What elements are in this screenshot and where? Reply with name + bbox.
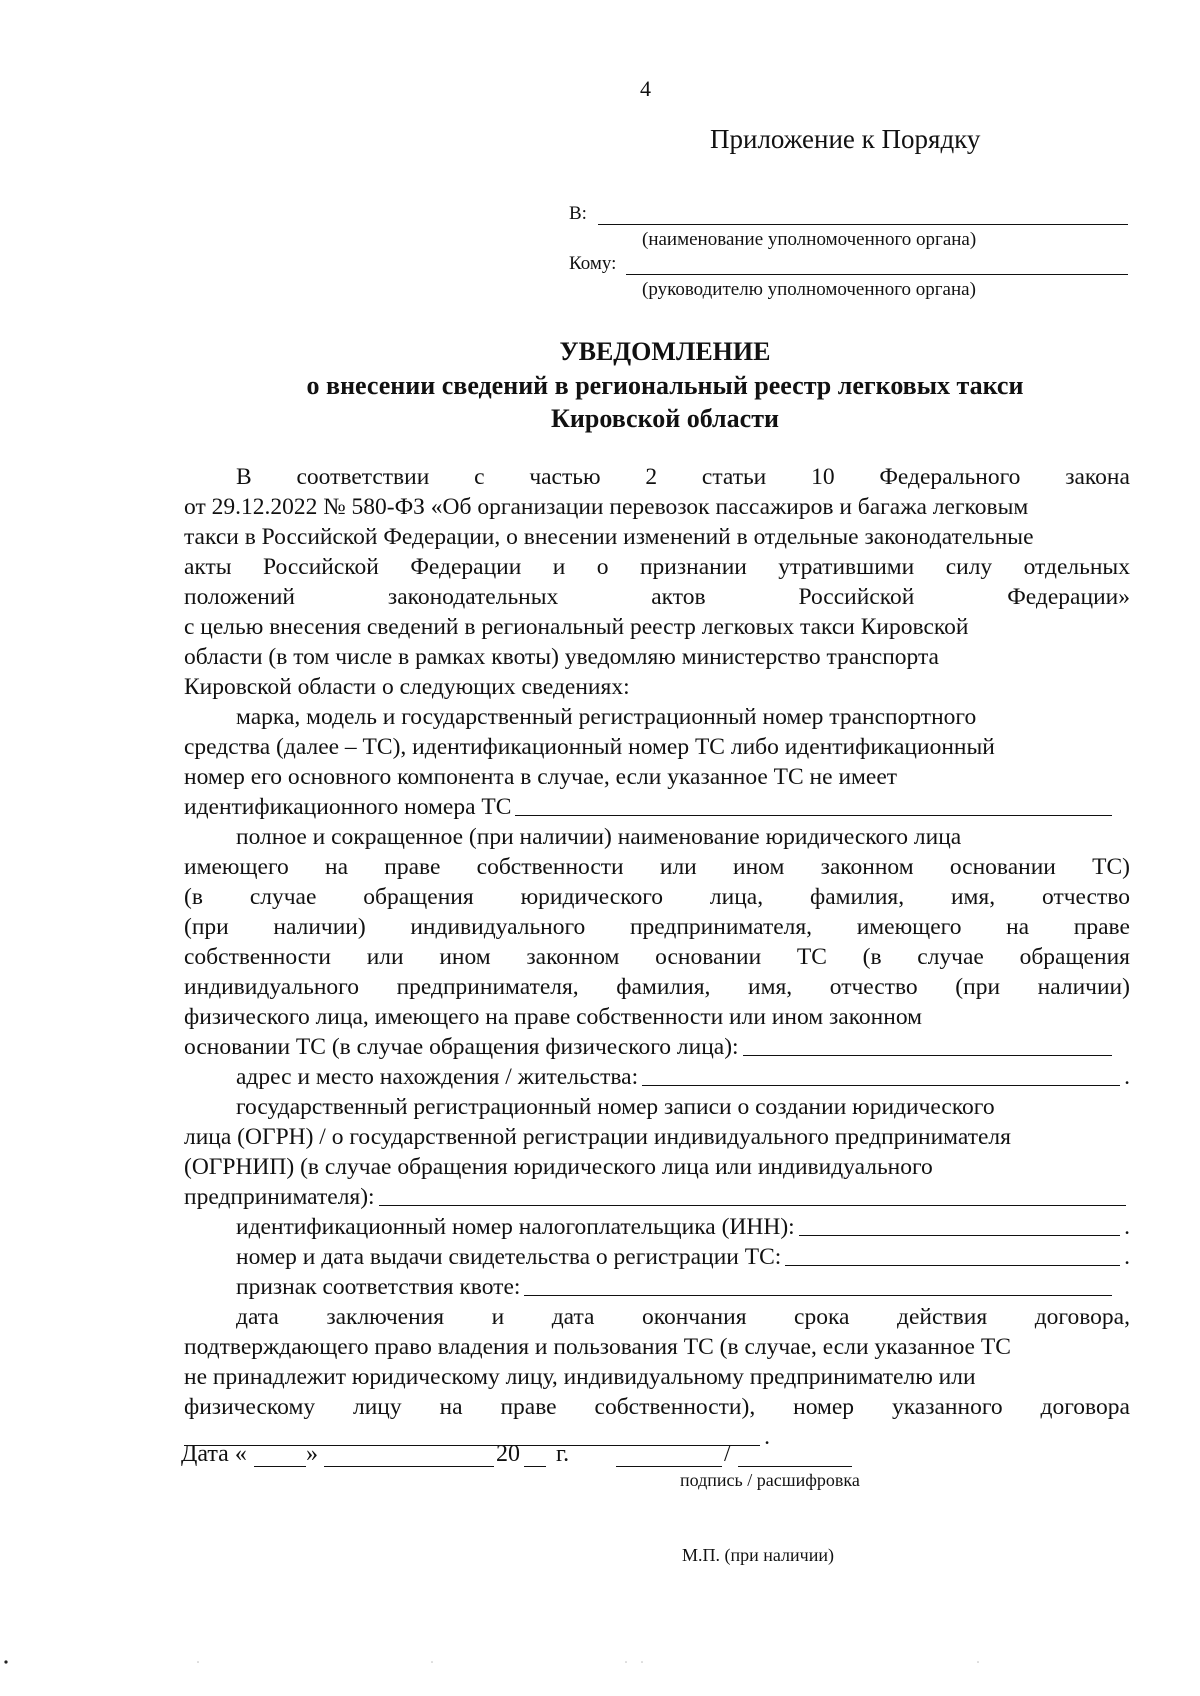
body-word: наличии) bbox=[1037, 974, 1130, 1000]
body-word: В bbox=[236, 464, 252, 490]
contract-field[interactable] bbox=[184, 1422, 760, 1446]
body-word: с bbox=[474, 464, 485, 490]
body-line bbox=[184, 1392, 1130, 1422]
body-word: Российской bbox=[798, 584, 915, 610]
date-label: Дата « bbox=[181, 1441, 247, 1467]
body-word: (при bbox=[955, 974, 1001, 1000]
stamp-place: М.П. (при наличии) bbox=[682, 1545, 834, 1565]
body-word: законодательных bbox=[387, 584, 559, 610]
body-word: юридического bbox=[520, 884, 664, 910]
address-line: адрес и место нахождения / жительства: . bbox=[236, 1064, 1130, 1090]
body-word: соответствии bbox=[296, 464, 430, 490]
body-word: и bbox=[491, 1304, 505, 1330]
date-year-field[interactable] bbox=[524, 1466, 546, 1467]
signature-field[interactable] bbox=[616, 1466, 722, 1467]
body-line: такси в Российской Федерации, о внесении изменений в отдельные законодательные bbox=[184, 524, 1034, 550]
vehicle-id-line: идентификационного номера ТС bbox=[184, 792, 1130, 822]
body-word: Российской bbox=[263, 554, 379, 580]
body-word: физическому bbox=[184, 1394, 316, 1420]
body-word: ТС) bbox=[1092, 854, 1130, 880]
body-word: номер bbox=[793, 1394, 855, 1420]
body-word: собственности bbox=[184, 944, 331, 970]
inn-line: идентификационный номер налогоплательщика (ИНН): . bbox=[236, 1214, 1130, 1240]
document-subtitle-region: Кировской области bbox=[551, 404, 779, 433]
body-word: на bbox=[325, 854, 349, 880]
body-word: законном bbox=[526, 944, 620, 970]
body-word: праве bbox=[1073, 914, 1130, 940]
body-line: полное и сокращенное (при наличии) наименование юридического лица bbox=[236, 824, 962, 850]
body-line bbox=[184, 912, 1130, 942]
body-word: закона bbox=[1065, 464, 1130, 490]
ogrn-line: предпринимателя): bbox=[184, 1182, 1130, 1212]
body-word: фамилия, bbox=[810, 884, 905, 910]
scan-edge-marks bbox=[0, 1660, 1200, 1664]
body-word: утратившими bbox=[778, 554, 915, 580]
body-word: силу bbox=[945, 554, 993, 580]
body-word: (в bbox=[862, 944, 882, 970]
body-line: физического лица, имеющего на праве собственности или ином законном bbox=[184, 1004, 923, 1030]
body-word: частью bbox=[529, 464, 601, 490]
body-line bbox=[184, 1302, 1130, 1332]
document-subtitle: о внесении сведений в региональный реестр легковых такси bbox=[306, 371, 1024, 400]
body-word: имеющего bbox=[856, 914, 962, 940]
body-word: положений bbox=[184, 584, 295, 610]
body-line: области (в том числе в рамках квоты) уведомляю министерство транспорта bbox=[184, 644, 939, 670]
body-word: лица, bbox=[709, 884, 764, 910]
document-title: УВЕДОМЛЕНИЕ bbox=[559, 337, 771, 366]
body-line: государственный регистрационный номер записи о создании юридического bbox=[236, 1094, 995, 1120]
body-word: о bbox=[596, 554, 609, 580]
whom-field[interactable] bbox=[626, 274, 1128, 275]
body-word: индивидуального bbox=[410, 914, 586, 940]
body-line: лица (ОГРН) / о государственной регистрации индивидуального предпринимателя bbox=[184, 1124, 1011, 1150]
contract-line: . bbox=[184, 1422, 1130, 1452]
body-word: статьи bbox=[701, 464, 767, 490]
body-word: обращения bbox=[1019, 944, 1130, 970]
body-word: праве bbox=[384, 854, 441, 880]
page-number: 4 bbox=[640, 76, 651, 101]
body-word: основании bbox=[949, 854, 1056, 880]
body-line bbox=[184, 552, 1130, 582]
registration-line: номер и дата выдачи свидетельства о регистрации ТС: . bbox=[236, 1244, 1130, 1270]
body-word: случае bbox=[917, 944, 984, 970]
body-word: 10 bbox=[811, 464, 835, 490]
signature-hint: подпись / расшифровка bbox=[680, 1470, 860, 1490]
body-line: не принадлежит юридическому лицу, индивидуальному предпринимателю или bbox=[184, 1364, 976, 1390]
body-word: праве bbox=[500, 1394, 557, 1420]
body-line bbox=[184, 852, 1130, 882]
date-close-quote: » bbox=[306, 1441, 318, 1467]
body-line bbox=[184, 582, 1130, 612]
year-suffix: г. bbox=[556, 1441, 570, 1467]
quota-line: признак соответствия квоте: bbox=[184, 1272, 1130, 1302]
body-word: отчество bbox=[1042, 884, 1130, 910]
whom-label: Кому: bbox=[569, 253, 617, 274]
body-word: имеющего bbox=[184, 854, 289, 880]
body-word: случае bbox=[249, 884, 317, 910]
body-word: наличии) bbox=[273, 914, 366, 940]
body-line: марка, модель и государственный регистрационный номер транспортного bbox=[236, 704, 977, 730]
body-word: срока bbox=[794, 1304, 850, 1330]
body-word: актов bbox=[651, 584, 706, 610]
body-word: лицу bbox=[352, 1394, 402, 1420]
body-word: ином bbox=[439, 944, 491, 970]
body-word: индивидуального bbox=[184, 974, 359, 1000]
body-word: основании bbox=[655, 944, 762, 970]
to-label: В: bbox=[569, 203, 587, 224]
appendix-caption: Приложение к Порядку bbox=[710, 124, 981, 154]
body-word: собственности), bbox=[594, 1394, 756, 1420]
body-word: (в bbox=[184, 884, 203, 910]
body-line bbox=[184, 942, 1130, 972]
ogrn-field[interactable] bbox=[379, 1182, 1126, 1206]
quota-field[interactable] bbox=[524, 1272, 1112, 1296]
owner-field[interactable] bbox=[743, 1032, 1112, 1056]
body-word: акты bbox=[184, 554, 232, 580]
body-word: на bbox=[439, 1394, 463, 1420]
address-field[interactable] bbox=[642, 1062, 1120, 1086]
notice-body bbox=[184, 462, 1130, 1452]
body-word: 2 bbox=[645, 464, 658, 490]
registration-field[interactable] bbox=[785, 1242, 1120, 1266]
body-word: Федерального bbox=[879, 464, 1021, 490]
body-line bbox=[184, 462, 1130, 492]
body-word: указанного bbox=[891, 1394, 1003, 1420]
year-prefix: 20 bbox=[496, 1441, 520, 1467]
body-word: окончания bbox=[642, 1304, 747, 1330]
body-word: собственности bbox=[476, 854, 624, 880]
body-word: обращения bbox=[363, 884, 474, 910]
body-word: законном bbox=[820, 854, 914, 880]
body-word: отчество bbox=[829, 974, 918, 1000]
body-word: или bbox=[659, 854, 697, 880]
date-day-field[interactable] bbox=[254, 1466, 306, 1467]
body-word: ином bbox=[733, 854, 785, 880]
signature-decoding-field[interactable] bbox=[738, 1466, 852, 1467]
body-line bbox=[184, 972, 1130, 1002]
body-line: от 29.12.2022 № 580-ФЗ «Об организации перевозок пассажиров и багажа легковым bbox=[184, 494, 1029, 520]
to-field[interactable] bbox=[598, 224, 1128, 225]
body-word: действия bbox=[897, 1304, 988, 1330]
body-word: отдельных bbox=[1023, 554, 1130, 580]
owner-line: основании ТС (в случае обращения физического лица): bbox=[184, 1032, 1130, 1062]
body-word: фамилия, bbox=[616, 974, 711, 1000]
body-word: предпринимателя, bbox=[396, 974, 579, 1000]
inn-field[interactable] bbox=[799, 1212, 1120, 1236]
body-word: договора bbox=[1040, 1394, 1130, 1420]
body-line: (ОГРНИП) (в случае обращения юридического лица или индивидуального bbox=[184, 1154, 933, 1180]
body-line: номер его основного компонента в случае, если указанное ТС не имеет bbox=[184, 764, 898, 790]
signature-slash: / bbox=[724, 1441, 731, 1467]
body-line: подтверждающего право владения и пользования ТС (в случае, если указанное ТС bbox=[184, 1334, 1011, 1360]
body-word: Федерации bbox=[410, 554, 522, 580]
to-hint: (наименование уполномоченного органа) bbox=[642, 229, 977, 250]
body-word: дата bbox=[551, 1304, 595, 1330]
body-word: Федерации» bbox=[1007, 584, 1130, 610]
body-word: (при bbox=[184, 914, 229, 940]
body-word: дата bbox=[236, 1304, 279, 1330]
body-line: средства (далее – ТС), идентификационный номер ТС либо идентификационный bbox=[184, 734, 995, 760]
body-line: Кировской области о следующих сведениях: bbox=[184, 674, 630, 700]
date-month-field[interactable] bbox=[324, 1466, 494, 1467]
body-line bbox=[184, 882, 1130, 912]
vehicle-id-field[interactable] bbox=[515, 792, 1112, 816]
body-word: заключения bbox=[326, 1304, 445, 1330]
body-word: или bbox=[366, 944, 404, 970]
body-word: и bbox=[552, 554, 566, 580]
body-word: имя, bbox=[950, 884, 996, 910]
whom-hint: (руководителю уполномоченного органа) bbox=[642, 279, 976, 300]
body-word: на bbox=[1006, 914, 1030, 940]
body-word: признании bbox=[639, 554, 747, 580]
body-word: имя, bbox=[748, 974, 793, 1000]
body-line: с целью внесения сведений в региональный реестр легковых такси Кировской bbox=[184, 614, 969, 640]
body-word: предпринимателя, bbox=[629, 914, 813, 940]
body-word: договора, bbox=[1034, 1304, 1130, 1330]
body-word: ТС bbox=[796, 944, 827, 970]
